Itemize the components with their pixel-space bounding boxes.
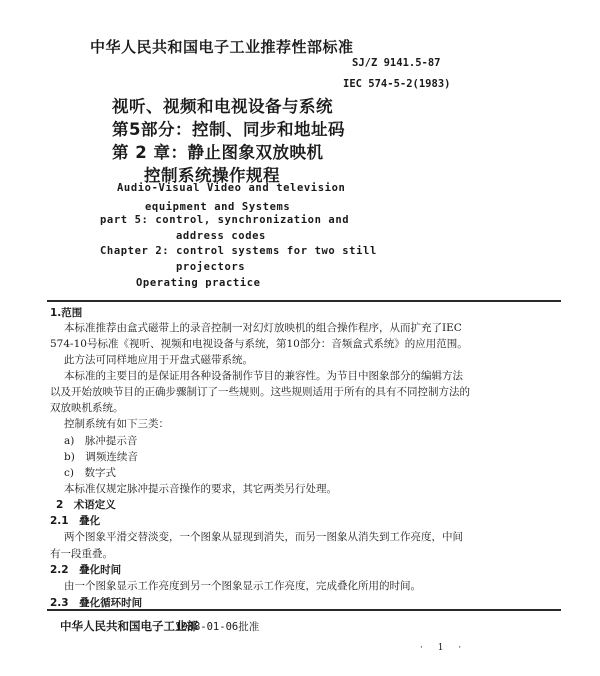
footer-approval-date: 1988-01-06批准 [175,621,260,633]
paragraph-line: 有一段重叠。 [50,548,113,560]
title-cn-line-2: 第5部分：控制、同步和地址码 [112,120,345,139]
list-item: a) 脉冲提示音 [64,435,138,447]
title-cn-line-4: 控制系统操作规程 [144,166,280,185]
document-number: SJ/Z 9141.5-87 [352,57,441,69]
paragraph-line: 本标准的主要目的是保证用各种设备制作节目的兼容性。为节目中图象部分的编辑方法 [64,370,463,382]
subsection-heading: 2.2 叠化时间 [50,564,122,576]
title-en-line-7: Operating practice [136,277,261,289]
paragraph-line: 两个图象平滑交替淡变，一个图象从显现到消失，而另一图象从消失到工作亮度，中间 [64,531,463,543]
title-en-line-4: address codes [176,230,266,242]
title-cn-line-3: 第 2 章：静止图象双放映机 [112,143,324,162]
title-cn-line-1: 视听、视频和电视设备与系统 [112,97,333,116]
paragraph-line: 控制系统有如下三类： [64,418,169,430]
list-item: b) 调频连续音 [64,451,138,463]
paragraph-line: 本标准仅规定脉冲提示音操作的要求，其它两类另行处理。 [64,483,337,495]
paragraph-line: 574-10号标准《视听、视频和电视设备与系统，第10部分：音频盒式系统》的应用范围。 [50,338,468,350]
subsection-heading: 2.3 叠化循环时间 [50,597,143,609]
title-en-line-6: projectors [176,261,246,273]
title-en-line-5: Chapter 2: control systems for two still [100,245,377,257]
footer-organization: 中华人民共和国电子工业部 [60,619,198,633]
section-heading-scope: 1.范围 [50,307,83,319]
paragraph-line: 双放映机系统。 [50,402,124,414]
top-divider [47,300,561,302]
paragraph-line: 此方法可同样地应用于开盘式磁带系统。 [64,354,253,366]
standard-header: 中华人民共和国电子工业推荐性部标准 [90,38,354,56]
title-en-line-3: part 5: control, synchronization and [100,214,350,226]
title-en-line-1: Audio-Visual Video and television [117,182,346,194]
page-number: · 1 · [420,643,468,653]
iec-reference: IEC 574-5-2(1983) [343,78,451,90]
subsection-heading: 2.1 叠化 [50,515,101,527]
title-en-line-2: equipment and Systems [145,201,291,213]
section-heading-terms: 2 术语定义 [56,499,116,511]
paragraph-line: 由一个图象显示工作亮度到另一个图象显示工作亮度，完成叠化所用的时间。 [64,580,421,592]
paragraph-line: 以及开始放映节目的正确步骤制订了一些规则。这些规则适用于所有的具有不同控制方法的 [50,386,470,398]
paragraph-line: 本标准推荐由盒式磁带上的录音控制一对幻灯放映机的组合操作程序，从而扩充了IEC [64,322,462,334]
list-item: c) 数字式 [64,467,116,479]
